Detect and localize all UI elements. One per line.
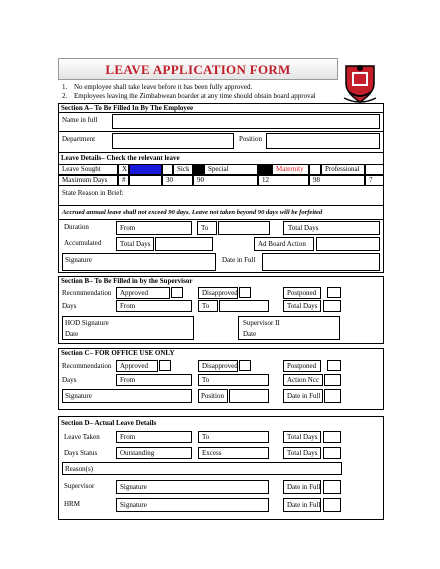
d-days-status-label: Days Status: [64, 449, 98, 457]
d-outstanding-field[interactable]: [116, 447, 192, 459]
leave-details-divider: [58, 152, 384, 153]
max-days-hash: #: [118, 175, 129, 186]
d-hrm-date-input[interactable]: [323, 498, 341, 512]
b-approved-checkbox[interactable]: [171, 287, 183, 298]
to-field[interactable]: [197, 221, 217, 235]
b-postponed-checkbox[interactable]: [327, 287, 341, 298]
c-action-input[interactable]: [324, 374, 341, 386]
maternity-label: Maternity: [272, 164, 309, 175]
d-to-label: To: [202, 433, 210, 441]
c-approved-field[interactable]: [116, 360, 158, 372]
ad-board-field[interactable]: [254, 237, 314, 251]
d-sup-signature-field[interactable]: [116, 480, 269, 494]
d-hrm-date-field[interactable]: [283, 498, 321, 512]
b-approved-label: Approved: [120, 289, 148, 297]
d-to-field[interactable]: [198, 431, 269, 443]
acc-total-days-label: Total Days: [120, 240, 151, 248]
d-from-field[interactable]: [116, 431, 192, 443]
d-hrm-date-label: Date in Full: [287, 501, 321, 509]
b-postponed-field[interactable]: [283, 287, 321, 299]
d-total-days2-label: Total Days: [287, 449, 318, 457]
c-recommendation-label: Recommendation: [62, 362, 112, 370]
d-sup-date-field[interactable]: [283, 480, 321, 494]
c-disapproved-field[interactable]: [198, 360, 238, 372]
c-position-input[interactable]: [229, 389, 269, 403]
d-hrm-signature-label: Signature: [120, 501, 147, 509]
b-total-days-label: Total Days: [287, 302, 318, 310]
d-outstanding-label: Outstanding: [120, 449, 155, 457]
d-excess-label: Excess: [202, 449, 222, 457]
c-to-field[interactable]: [198, 374, 269, 386]
maternity-check-cell[interactable]: [258, 164, 272, 175]
sick-check-cell[interactable]: [162, 164, 173, 175]
d-total-days-label: Total Days: [287, 433, 318, 441]
annual-leave-color-cell[interactable]: [129, 164, 162, 175]
ad-board-input[interactable]: [316, 237, 380, 251]
max-days-annual: [129, 175, 162, 186]
supervisor-ii-date-label: Date: [243, 330, 257, 338]
b-from-field[interactable]: [116, 300, 192, 312]
b-approved-field[interactable]: [116, 287, 170, 299]
d-total-days2-field[interactable]: [283, 447, 321, 459]
b-disapproved-field[interactable]: [198, 287, 238, 299]
d-hrm-signature-field[interactable]: [116, 498, 269, 512]
position-label: Position: [239, 135, 262, 143]
d-sup-signature-label: Signature: [120, 483, 147, 491]
to-label: To: [201, 224, 209, 232]
acc-total-days-input[interactable]: [155, 237, 213, 251]
d-from-label: From: [120, 433, 136, 441]
signature-label: Signature: [65, 256, 92, 264]
max-days-label: Maximum Days: [58, 175, 118, 186]
b-disapproved-checkbox[interactable]: [239, 287, 251, 298]
b-to-input[interactable]: [219, 300, 269, 312]
c-postponed-field[interactable]: [283, 360, 321, 372]
section-a-header: Section A– To Be Filled In By The Employee: [61, 104, 194, 112]
form-title: LEAVE APPLICATION FORM: [58, 58, 338, 80]
reason-input[interactable]: [58, 187, 384, 206]
sick-label: Sick: [173, 164, 193, 175]
c-date-label: Date in Full: [287, 392, 321, 400]
d-reasons-field[interactable]: [62, 462, 342, 475]
c-approved-label: Approved: [120, 362, 148, 370]
position-input[interactable]: [266, 133, 380, 149]
signature-field[interactable]: [62, 253, 216, 271]
c-days-label: Days: [62, 376, 77, 384]
b-total-days-field[interactable]: [283, 300, 321, 312]
supervisor-ii-label: Supervisor II: [243, 319, 280, 327]
b-postponed-label: Postponed: [287, 289, 317, 297]
b-from-label: From: [120, 302, 136, 310]
hod-signature-field[interactable]: [62, 316, 194, 340]
professional-label: Professional: [321, 164, 365, 175]
to-input[interactable]: [218, 221, 270, 235]
date-in-full-label: Date in Full: [222, 256, 256, 264]
d-sup-date-input[interactable]: [323, 480, 341, 494]
c-position-field[interactable]: [198, 389, 228, 403]
c-postponed-label: Postponed: [287, 362, 317, 370]
b-recommendation-label: Recommendation: [62, 289, 112, 297]
max-days-98: 98: [309, 175, 365, 186]
professional-check-cell[interactable]: [309, 164, 321, 175]
rule-number-1: 1.: [62, 83, 68, 91]
leave-details-header: Leave Details– Check the relevant leave: [61, 154, 180, 162]
c-to-label: To: [202, 376, 210, 384]
hod-date-label: Date: [65, 330, 79, 338]
d-supervisor-label: Supervisor: [64, 482, 95, 490]
special-label: Special: [204, 164, 258, 175]
c-action-label: Action Ncc: [287, 376, 320, 384]
max-days-professional: 7: [365, 175, 384, 186]
c-approved-checkbox[interactable]: [159, 360, 171, 371]
leave-sought-label: Leave Sought: [58, 164, 118, 175]
total-days-field[interactable]: [283, 221, 380, 235]
b-days-label: Days: [62, 302, 77, 310]
accrued-note: Accrued annual leave shall not exceed 90 days. Leave not taken beyond 90 days will be forfeited: [62, 209, 323, 216]
b-total-days-input[interactable]: [323, 300, 341, 312]
name-label: Name in full: [62, 116, 98, 124]
c-from-label: From: [120, 376, 136, 384]
b-to-field[interactable]: [198, 300, 218, 312]
c-action-field[interactable]: [283, 374, 323, 386]
d-sup-date-label: Date in Full: [287, 483, 321, 491]
accrued-divider: [58, 219, 384, 220]
name-input[interactable]: [112, 114, 380, 129]
b-to-label: To: [202, 302, 210, 310]
department-label: Department: [62, 135, 96, 143]
c-date-input[interactable]: [324, 389, 341, 403]
c-date-field[interactable]: [283, 389, 323, 403]
total-days-label: Total Days: [288, 224, 319, 232]
rule-text-1: No employee shall take leave before it has been fully approved.: [74, 83, 253, 91]
d-hrm-label: HRM: [64, 500, 80, 508]
max-days-sick: 30: [162, 175, 193, 186]
date-in-full-input[interactable]: [262, 253, 380, 271]
c-from-field[interactable]: [116, 374, 192, 386]
max-days-maternity: 12: [258, 175, 309, 186]
section-d-header: Section D– Actual Leave Details: [61, 419, 157, 427]
rule-text-2: Employees leaving the Zimbabwean boarder at any time should obtain board approval: [74, 92, 316, 100]
max-days-special: 90: [193, 175, 258, 186]
hod-signature-label: HOD Signature: [65, 319, 109, 327]
section-b-header: Section B– To Be Filled in by the Supervisor: [61, 277, 193, 285]
annual-check-cell[interactable]: X: [118, 164, 129, 175]
rule-number-2: 2.: [62, 92, 68, 100]
accumulated-label: Accumulated: [64, 239, 102, 247]
d-reasons-label: Reason(s): [65, 465, 93, 473]
special-check-cell[interactable]: [193, 164, 204, 175]
d-total-days-input[interactable]: [323, 431, 341, 443]
d-total-days2-input[interactable]: [323, 447, 341, 459]
d-leave-taken-label: Leave Taken: [64, 433, 100, 441]
section-c-header: Section C– FOR OFFICE USE ONLY: [61, 349, 175, 357]
c-disapproved-label: Disapproved: [202, 362, 238, 370]
d-total-days-field[interactable]: [283, 431, 321, 443]
coat-of-arms-icon: [342, 62, 378, 104]
duration-label: Duration: [64, 223, 89, 231]
supervisor-ii-field[interactable]: [238, 316, 340, 340]
c-postponed-checkbox[interactable]: [327, 360, 341, 371]
from-field[interactable]: [116, 221, 192, 235]
reason-label: State Reason in Brief:: [62, 189, 124, 197]
ad-board-label: Ad Board Action: [258, 240, 306, 248]
department-input[interactable]: [112, 133, 234, 149]
c-disapproved-checkbox[interactable]: [239, 360, 251, 371]
c-signature-label: Signature: [65, 392, 92, 400]
from-label: From: [120, 224, 136, 232]
acc-total-days-field[interactable]: [116, 237, 154, 251]
c-signature-field[interactable]: [62, 389, 192, 403]
c-position-label: Position: [201, 392, 224, 400]
d-excess-field[interactable]: [198, 447, 269, 459]
professional-extra-cell[interactable]: [365, 164, 384, 175]
b-disapproved-label: Disapproved: [202, 289, 238, 297]
